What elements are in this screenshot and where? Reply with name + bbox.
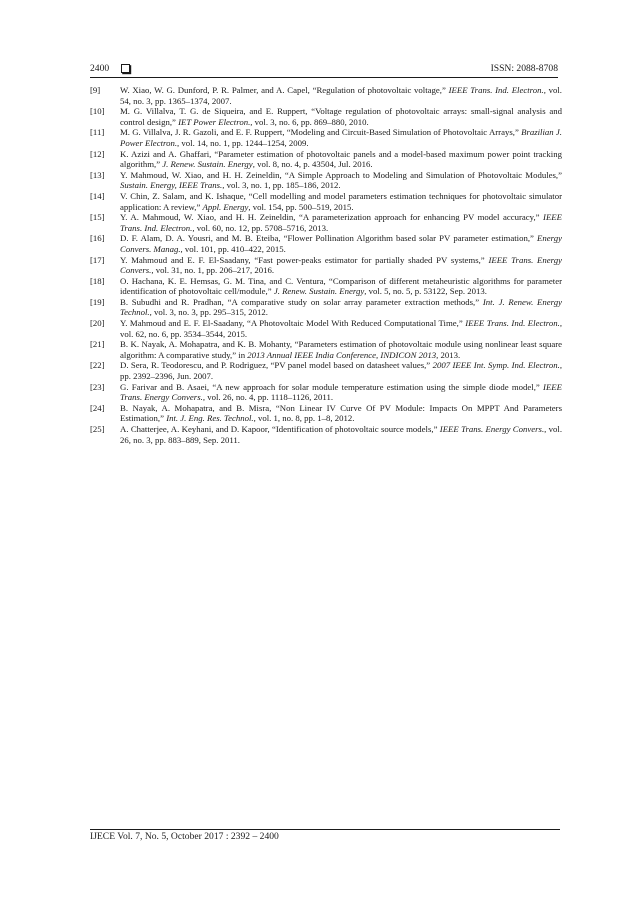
reference-number: [11]: [90, 127, 105, 138]
reference-details: , vol. 154, pp. 500–519, 2015.: [248, 201, 354, 212]
reference-authors-title: B. K. Nayak, A. Mohapatra, and K. B. Mohanty, “Parameters estimation of photovoltaic module using nonlinear least square algorithm: A comparative study,” in: [120, 339, 562, 360]
reference-item: [90, 403, 562, 424]
reference-details: , vol. 1, no. 8, pp. 1–8, 2012.: [253, 413, 355, 424]
reference-venue: IEEE Trans. Energy Convers.: [120, 254, 562, 276]
reference-item: [90, 191, 562, 212]
reference-number: [15]: [90, 212, 105, 223]
reference-authors-title: Y. A. Mahmoud, W. Xiao, and H. H. Zeineldin, “A parameterization approach for enhancing PV model accuracy,”: [120, 212, 544, 223]
reference-venue: Brazilian J. Power Electron.: [120, 127, 562, 148]
reference-authors-title: D. Sera, R. Teodorescu, and P. Rodriguez, “PV panel model based on datasheet values,”: [120, 360, 433, 371]
issn-label: ISSN: 2088-8708: [490, 63, 558, 74]
reference-item: [90, 382, 562, 403]
reference-venue: Int. J. Eng. Res. Technol.: [166, 413, 254, 424]
reference-number: [21]: [90, 339, 105, 350]
reference-number: [13]: [90, 169, 105, 180]
reference-number: [20]: [90, 318, 105, 329]
reference-venue: Sustain. Energy, IEEE Trans.: [120, 180, 223, 191]
page-header: [90, 62, 558, 76]
reference-number: [22]: [90, 360, 105, 371]
reference-details: , vol. 3, no. 1, pp. 185–186, 2012.: [222, 180, 341, 191]
reference-authors-title: Y. Mahmoud, W. Xiao, and H. H. Zeineldin, “A Simple Approach to Modeling and Simulation of Photovoltaic Modules,”: [120, 169, 562, 180]
footer-journal-info: IJECE Vol. 7, No. 5, October 2017 : 2392 – 2400: [90, 831, 279, 842]
reference-details: , vol. 14, no. 1, pp. 1244–1254, 2009.: [177, 137, 309, 148]
reference-details: , 2013.: [436, 349, 461, 360]
reference-venue: Appl. Energy: [202, 201, 249, 212]
reference-venue: IET Power Electron.: [178, 116, 251, 127]
reference-item: [90, 339, 562, 360]
reference-item: [90, 106, 562, 127]
footer-divider: [90, 829, 560, 830]
reference-details: , vol. 62, no. 6, pp. 3534–3544, 2015.: [120, 318, 562, 339]
reference-item: [90, 212, 562, 233]
reference-details: , vol. 101, pp. 410–422, 2015.: [180, 243, 286, 254]
reference-number: [14]: [90, 190, 105, 201]
reference-venue: Energy Convers. Manag.: [120, 233, 562, 254]
checkbox-square-icon: [121, 64, 130, 73]
reference-number: [24]: [90, 402, 105, 413]
reference-item: [90, 276, 562, 297]
reference-item: [90, 318, 562, 339]
reference-authors-title: B. Subudhi and R. Pradhan, “A comparative study on solar array parameter extraction methods,”: [120, 296, 483, 307]
reference-number: [12]: [90, 148, 105, 159]
reference-number: [17]: [90, 254, 105, 265]
reference-authors-title: Y. Mahmoud and E. F. El-Saadany, “A Photovoltaic Model With Reduced Computational Time,”: [120, 318, 466, 329]
reference-venue: IEEE Trans. Ind. Electron.: [465, 318, 560, 329]
reference-details: , vol. 3, no. 3, pp. 295–315, 2012.: [149, 307, 268, 318]
reference-item: [90, 127, 562, 148]
reference-number: [10]: [90, 106, 105, 117]
reference-item: [90, 424, 562, 445]
reference-details: , vol. 26, no. 3, pp. 883–889, Sep. 2011.: [120, 424, 563, 445]
reference-authors-title: K. Azizi and A. Ghaffari, “Parameter estimation of photovoltaic panels and a model-based maximum power point tracking algorithm,”: [120, 148, 562, 170]
reference-authors-title: A. Chatterjee, A. Keyhani, and D. Kapoor, “Identification of photovoltaic source models,”: [120, 424, 440, 434]
reference-item: [90, 297, 562, 318]
reference-details: , vol. 60, no. 12, pp. 5708–5716, 2013.: [192, 222, 329, 233]
reference-number: [25]: [90, 424, 105, 434]
reference-authors-title: V. Chin, Z. Salam, and K. Ishaque, “Cell modelling and model parameters estimation techniques for photovoltaic simulator application: A review,”: [120, 190, 562, 212]
reference-number: [16]: [90, 233, 105, 244]
reference-authors-title: B. Nayak, A. Mohapatra, and B. Misra, “Non Linear IV Curve Of PV Module: Impacts On MPPT And Parameters Estimation,”: [120, 402, 562, 424]
reference-details: , vol. 5, no. 5, p. 53122, Sep. 2013.: [364, 286, 487, 297]
reference-details: , pp. 2392–2396, Jun. 2007.: [120, 360, 562, 382]
reference-venue: IEEE Trans. Energy Convers.: [439, 424, 545, 434]
reference-number: [18]: [90, 275, 105, 286]
reference-authors-title: O. Hachana, K. E. Hemsas, G. M. Tina, and C. Ventura, “Comparison of different metaheuristic algorithms for parameter identification of photovoltaic cell/module,”: [120, 275, 562, 297]
reference-authors-title: M. G. Villalva, T. G. de Siqueira, and E. Ruppert, “Voltage regulation of photovoltaic arrays: small-signal analysis and control design,”: [120, 106, 562, 127]
reference-item: [90, 360, 562, 381]
reference-venue: IEEE Trans. Energy Convers.: [120, 381, 562, 403]
reference-venue: J. Renew. Sustain. Energy: [273, 286, 365, 297]
reference-venue: 2007 IEEE Int. Symp. Ind. Electron.: [432, 360, 560, 371]
reference-authors-title: W. Xiao, W. G. Dunford, P. R. Palmer, and A. Capel, “Regulation of photovoltaic voltage,”: [120, 85, 449, 95]
reference-item: [90, 149, 562, 170]
reference-details: , vol. 31, no. 1, pp. 206–217, 2016.: [151, 265, 275, 276]
reference-details: , vol. 8, no. 4, p. 43504, Jul. 2016.: [252, 159, 373, 170]
reference-list: [90, 85, 562, 445]
reference-item: [90, 85, 562, 106]
reference-authors-title: M. G. Villalva, J. R. Gazoli, and E. F. Ruppert, “Modeling and Circuit-Based Simulation of Photovoltaic Arrays,”: [120, 127, 522, 138]
reference-details: , vol. 54, no. 3, pp. 1365–1374, 2007.: [120, 85, 562, 106]
header-divider: [90, 77, 558, 78]
reference-authors-title: D. F. Alam, D. A. Yousri, and M. B. Eteiba, “Flower Pollination Algorithm based solar PV parameter estimation,”: [120, 233, 538, 244]
page-number: 2400: [90, 63, 110, 74]
reference-number: [19]: [90, 296, 105, 307]
reference-authors-title: G. Farivar and B. Asaei, “A new approach for solar module temperature estimation using the simple diode model,”: [120, 381, 544, 392]
reference-item: [90, 233, 562, 254]
reference-venue: 2013 Annual IEEE India Conference, INDICON 2013: [247, 349, 437, 360]
reference-number: [9]: [90, 85, 101, 95]
reference-details: , vol. 26, no. 4, pp. 1118–1126, 2011.: [202, 392, 334, 403]
reference-number: [23]: [90, 381, 105, 392]
reference-item: [90, 170, 562, 191]
reference-venue: Int. J. Renew. Energy Technol.: [120, 296, 562, 318]
reference-venue: IEEE Trans. Ind. Electron.: [120, 212, 562, 233]
reference-details: , vol. 3, no. 6, pp. 869–880, 2010.: [250, 116, 369, 127]
reference-venue: IEEE Trans. Ind. Electron.: [448, 85, 544, 95]
reference-authors-title: Y. Mahmoud and E. F. El-Saadany, “Fast power-peaks estimator for partially shaded PV systems,”: [120, 254, 489, 265]
reference-item: [90, 255, 562, 276]
reference-venue: J. Renew. Sustain. Energy: [162, 159, 253, 170]
